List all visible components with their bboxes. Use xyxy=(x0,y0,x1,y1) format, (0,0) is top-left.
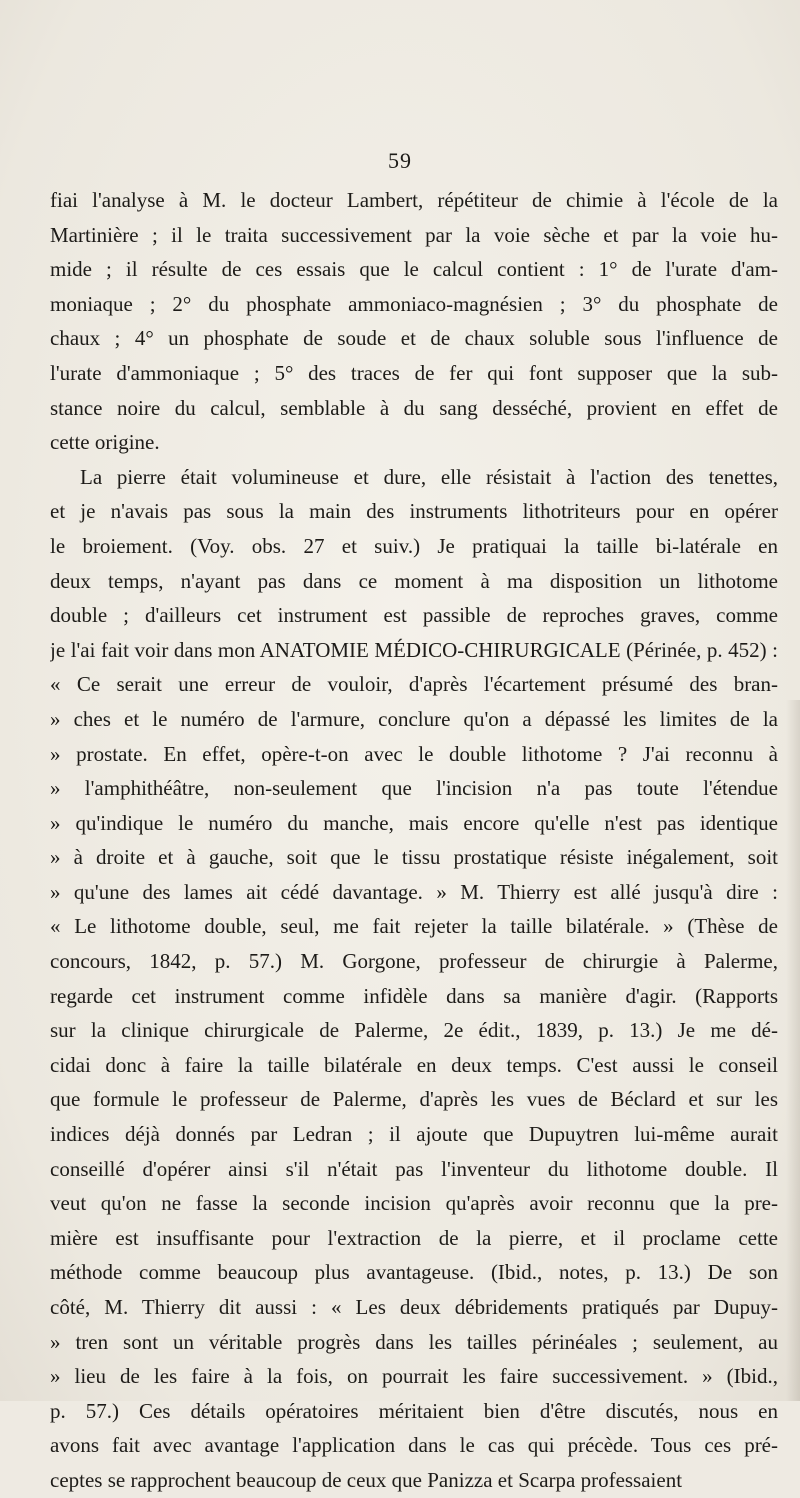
text-line: chaux ; 4° un phosphate de soude et de chaux soluble sous l'influence de xyxy=(50,326,778,351)
text-line: l'urate d'ammoniaque ; 5° des traces de fer qui font supposer que la sub- xyxy=(50,360,778,385)
text-line: p. 57.) Ces détails opératoires méritaient bien d'être discutés, nous en xyxy=(50,1398,778,1423)
text-line: double ; d'ailleurs cet instrument est passible de reproches graves, comme xyxy=(50,603,778,628)
text-line: » à droite et à gauche, soit que le tissu prostatique résiste inégalement, soit xyxy=(50,845,778,870)
text-line: » qu'indique le numéro du manche, mais encore qu'elle n'est pas identique xyxy=(50,810,778,835)
text-line: « Le lithotome double, seul, me fait rejeter la taille bilatérale. » (Thèse de xyxy=(50,914,778,939)
text-line: que formule le professeur de Palerme, d'après les vues de Béclard et sur les xyxy=(50,1087,778,1112)
text-line: sur la clinique chirurgicale de Palerme, 2e édit., 1839, p. 13.) Je me dé- xyxy=(50,1018,778,1043)
text-line: cidai donc à faire la taille bilatérale en deux temps. C'est aussi le conseil xyxy=(50,1052,778,1077)
text-line: » qu'une des lames ait cédé davantage. » M. Thierry est allé jusqu'à dire : xyxy=(50,879,778,904)
text-line: moniaque ; 2° du phosphate ammoniaco-magnésien ; 3° du phosphate de xyxy=(50,291,778,316)
text-line: concours, 1842, p. 57.) M. Gorgone, professeur de chirurgie à Palerme, xyxy=(50,949,778,974)
text-line: » tren sont un véritable progrès dans les tailles périnéales ; seulement, au xyxy=(50,1329,778,1354)
text-line: méthode comme beaucoup plus avantageuse. (Ibid., notes, p. 13.) De son xyxy=(50,1260,778,1285)
text-line: avons fait avec avantage l'application dans le cas qui précède. Tous ces pré- xyxy=(50,1433,778,1458)
text-line: deux temps, n'ayant pas dans ce moment à ma disposition un lithotome xyxy=(50,568,778,593)
text-line: cette origine. xyxy=(50,430,160,455)
text-line: conseillé d'opérer ainsi s'il n'était pas l'inventeur du lithotome double. Il xyxy=(50,1156,778,1181)
text-line: le broiement. (Voy. obs. 27 et suiv.) Je pratiquai la taille bi-latérale en xyxy=(50,533,778,558)
text-line: côté, M. Thierry dit aussi : « Les deux débridements pratiqués par Dupuy- xyxy=(50,1295,778,1319)
text-line: indices déjà donnés par Ledran ; il ajoute que Dupuytren lui-même aurait xyxy=(50,1122,778,1147)
text-line: » lieu de les faire à la fois, on pourrait les faire successivement. » (Ibid., xyxy=(50,1364,778,1389)
text-line: » prostate. En effet, opère-t-on avec le double lithotome ? J'ai reconnu à xyxy=(50,741,778,766)
text-line: « Ce serait une erreur de vouloir, d'après l'écartement présumé des bran- xyxy=(50,672,778,697)
text-line: et je n'avais pas sous la main des instruments lithotriteurs pour en opérer xyxy=(50,499,778,524)
text-line: mière est insuffisante pour l'extraction de la pierre, et il proclame cette xyxy=(50,1225,778,1250)
text-line: Martinière ; il le traita successivement par la voie sèche et par la voie hu- xyxy=(50,222,778,247)
body-text xyxy=(50,183,778,1498)
text-line: je l'ai fait voir dans mon ANATOMIE MÉDICO-CHIRURGICALE (Périnée, p. 452) : xyxy=(50,637,778,662)
text-line: ceptes se rapprochent beaucoup de ceux que Panizza et Scarpa professaient xyxy=(50,1467,683,1492)
text-line: » ches et le numéro de l'armure, conclure qu'on a dépassé les limites de la xyxy=(50,706,778,731)
text-line: » l'amphithéâtre, non-seulement que l'incision n'a pas toute l'étendue xyxy=(50,776,778,801)
text-line: fiai l'analyse à M. le docteur Lambert, répétiteur de chimie à l'école de la xyxy=(50,188,778,212)
text-line: regarde cet instrument comme infidèle dans sa manière d'agir. (Rapports xyxy=(50,983,778,1008)
page-edge-shadow xyxy=(786,700,800,1401)
text-line: mide ; il résulte de ces essais que le calcul contient : 1° de l'urate d'am- xyxy=(50,257,778,282)
text-line: veut qu'on ne fasse la seconde incision qu'après avoir reconnu que la pre- xyxy=(50,1191,778,1216)
page-number: 59 xyxy=(388,148,412,173)
text-line: stance noire du calcul, semblable à du sang desséché, provient en effet de xyxy=(50,395,778,420)
text-line: La pierre était volumineuse et dure, elle résistait à l'action des tenettes, xyxy=(80,464,778,489)
